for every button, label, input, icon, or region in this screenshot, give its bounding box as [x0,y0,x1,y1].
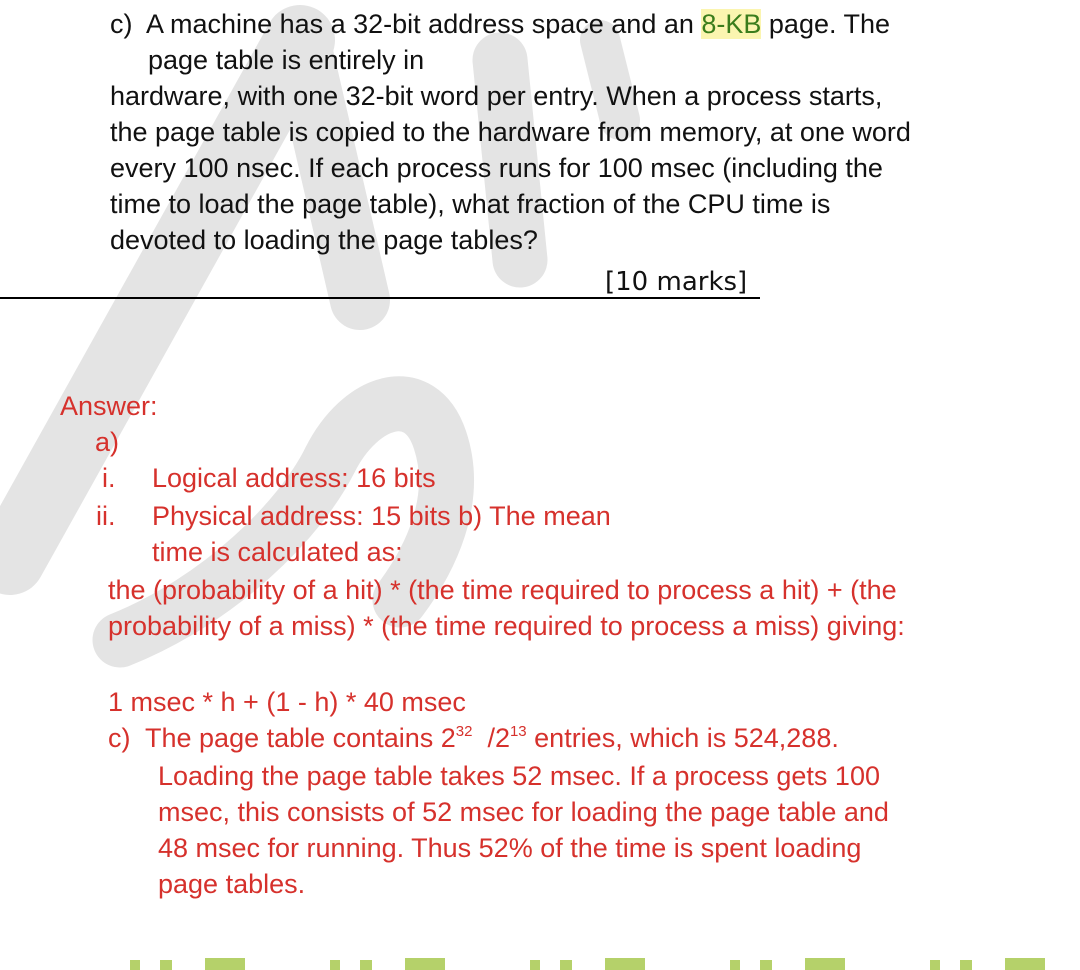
answer-part-c-line-3: msec, this consists of 52 msec for loading the page table and [158,797,889,827]
marks-label: [10 marks] [605,267,748,297]
exponent: 32 [455,723,473,740]
answer-part-c-line-4: 48 msec for running. Thus 52% of the time is spent loading [158,833,862,863]
question-line-3: hardware, with one 32-bit word per entry. When a process starts, [110,81,883,111]
question-line-4: the page table is copied to the hardware from memory, at one word [110,117,911,147]
answer-mean-line-1: the (probability of a hit) * (the time required to process a hit) + (the [108,575,897,605]
question-line-6: time to load the page table), what fraction of the CPU time is [110,189,831,219]
answer-formula: 1 msec * h + (1 - h) * 40 msec [108,687,466,717]
answer-part-c-line-5: page tables. [158,869,306,899]
exponent: 13 [509,723,527,740]
answer-heading: Answer: [60,391,158,421]
question-text-part: A machine has a 32-bit address space and an [146,9,702,39]
question-line-2: page table is entirely in [148,45,425,75]
answer-text-part: entries, which is 524,288. [526,723,839,753]
answer-text-part: /2 [472,723,510,753]
question-line-5: every 100 nsec. If each process runs for 100 msec (including the [110,153,883,183]
question-line-7: devoted to loading the page tables? [110,225,538,255]
answer-mean-line-2: probability of a miss) * (the time required to process a miss) giving: [108,611,905,641]
answer-text-part: The page table contains 2 [145,723,456,753]
footer-decoration [0,952,1080,970]
separator-rule [0,297,760,299]
question-line-1 [110,6,890,42]
answer-item-i-number: i. [102,463,116,493]
answer-part-c-line-1 [108,720,839,756]
answer-part-c-label: c) [108,723,131,753]
answer-part-a-label: a) [95,427,120,457]
question-label: c) [110,9,133,39]
answer-item-ii-continued: time is calculated as: [152,537,403,567]
question-text-part: page. The [761,9,891,39]
answer-item-ii: Physical address: 15 bits b) The mean [152,501,611,531]
answer-item-i: Logical address: 16 bits [152,463,436,493]
answer-part-c-line-2: Loading the page table takes 52 msec. If a process gets 100 [158,761,880,791]
answer-item-ii-number: ii. [96,501,116,531]
highlighted-term: 8-KB [701,9,762,39]
